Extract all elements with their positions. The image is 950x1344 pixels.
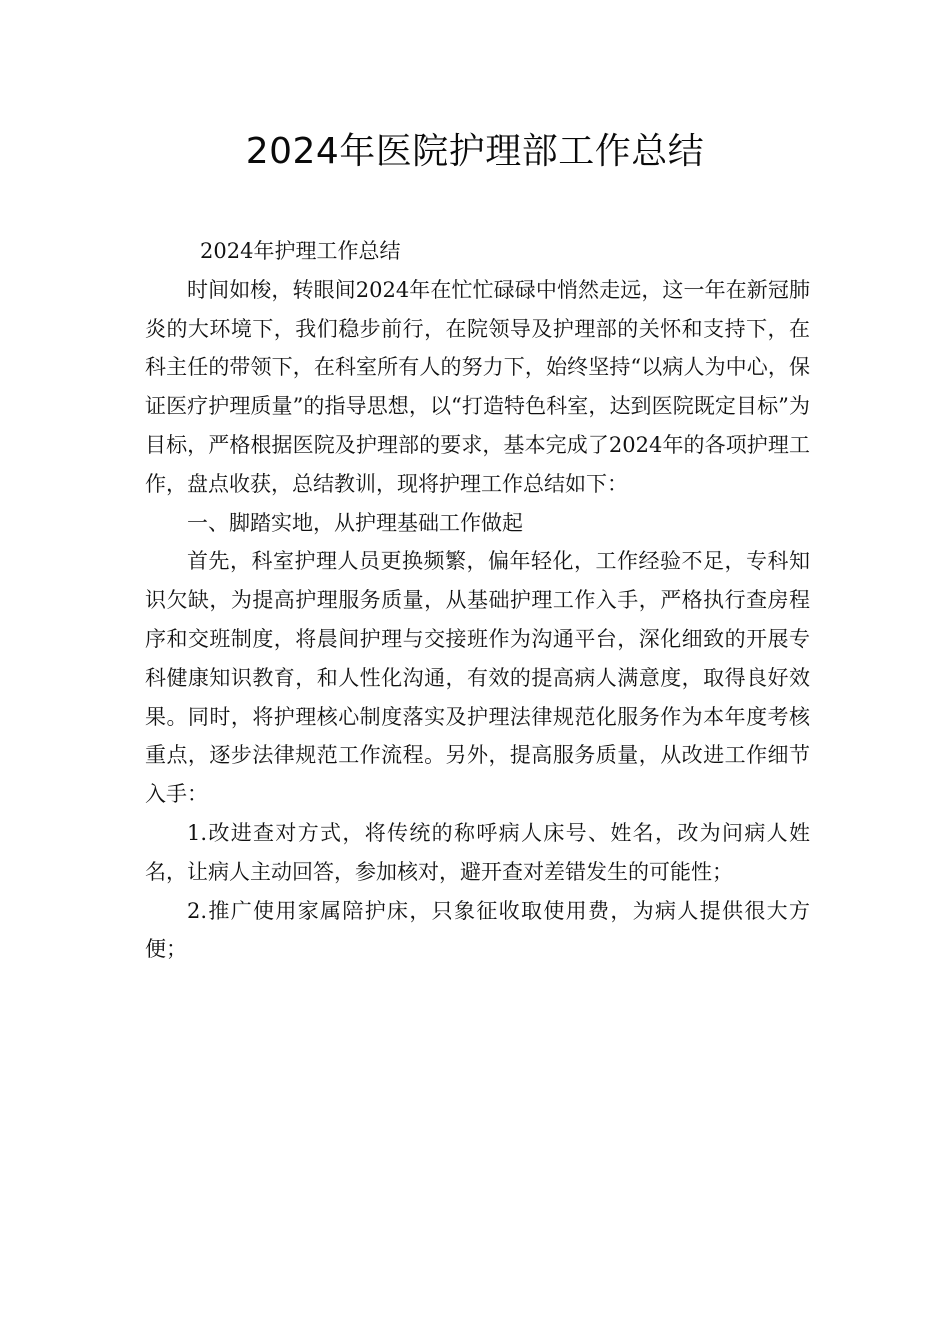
section-1-paragraph: 首先，科室护理人员更换频繁，偏年轻化，工作经验不足，专科知识欠缺，为提高护理服务质量，从基础护理工作入手，严格执行查房程序和交班制度，将晨间护理与交接班作为沟通平台，深化细致的开展专科健康知识教育，和人性化沟通，有效的提高病人满意度，取得良好效果。同时，将护理核心制度落实及护理法律规范化服务作为本年度考核重点，逐步法律规范工作流程。另外，提高服务质量，从改进工作细节入手： bbox=[145, 549, 810, 807]
section-heading-1: 一、脚踏实地，从护理基础工作做起 bbox=[187, 510, 523, 535]
list-item-1: 1.改进查对方式，将传统的称呼病人床号、姓名，改为问病人姓名，让病人主动回答，参加核对，避开查对差错发生的可能性； bbox=[145, 820, 810, 884]
list-item-2: 2.推广使用家属陪护床，只象征收取使用费，为病人提供很大方便； bbox=[145, 898, 810, 962]
intro-paragraph: 时间如梭，转眼间2024年在忙忙碌碌中悄然走远，这一年在新冠肺炎的大环境下，我们稳步前行，在院领导及护理部的关怀和支持下，在科主任的带领下，在科室所有人的努力下，始终坚持“以病人为中心，保证医疗护理质量”的指导思想，以“打造特色科室，达到医院既定目标”为目标，严格根据医院及护理部的要求，基本完成了2024年的各项护理工作，盘点收获，总结教训，现将护理工作总结如下： bbox=[145, 277, 810, 496]
document-body bbox=[145, 232, 810, 969]
document-subtitle: 2024年护理工作总结 bbox=[200, 239, 401, 263]
document-title: 2024年医院护理部工作总结 bbox=[245, 131, 705, 172]
